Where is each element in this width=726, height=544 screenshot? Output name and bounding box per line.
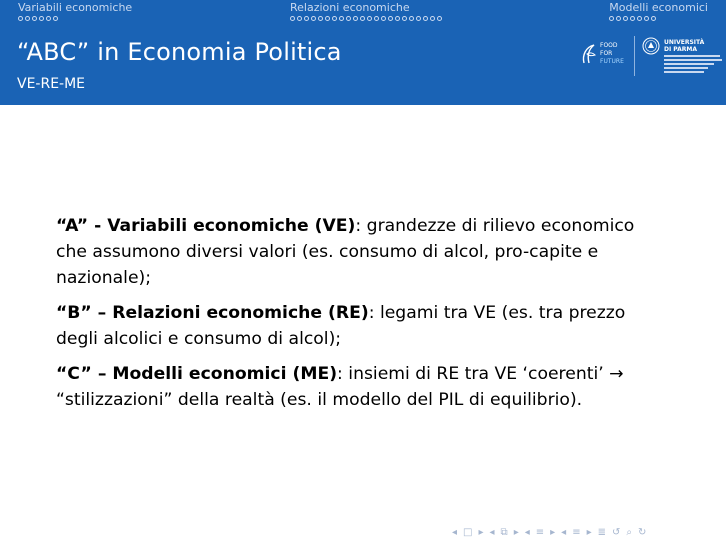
- frame-dot[interactable]: [644, 16, 649, 21]
- search-icon[interactable]: ⌕: [626, 527, 633, 538]
- nav-section-modelli[interactable]: [609, 1, 708, 21]
- frame-dot[interactable]: [32, 16, 37, 21]
- frame-icon[interactable]: □: [463, 527, 473, 538]
- section-icon[interactable]: ≡: [535, 527, 545, 538]
- frame-dot[interactable]: [388, 16, 393, 21]
- item-description: : insiemi di RE tra VE ‘coerenti’ → “stilizzazioni” della realtà (es. il modello del PIL di equilibrio).: [56, 364, 624, 410]
- frame-dot[interactable]: [609, 16, 614, 21]
- frame-dot[interactable]: [395, 16, 400, 21]
- page-title: “ABC” in Economia Politica: [17, 38, 342, 66]
- header-bar: [0, 0, 726, 105]
- university-logo: [642, 37, 722, 77]
- prev-slide-icon[interactable]: ◂: [561, 527, 567, 538]
- item-term: “C” – Modelli economici (ME): [56, 364, 338, 384]
- frame-dot[interactable]: [325, 16, 330, 21]
- frame-dot[interactable]: [318, 16, 323, 21]
- frame-dot[interactable]: [437, 16, 442, 21]
- list-item: [56, 300, 668, 352]
- beamer-navigation-symbols: [452, 527, 646, 539]
- frame-dot[interactable]: [416, 16, 421, 21]
- frame-dot[interactable]: [381, 16, 386, 21]
- frame-dot[interactable]: [409, 16, 414, 21]
- frame-dot[interactable]: [430, 16, 435, 21]
- food-logo-mark-icon: [580, 43, 598, 65]
- item-description: : legami tra VE (es. tra prezzo degli alcolici e consumo di alcol);: [56, 303, 626, 349]
- frame-dot[interactable]: [297, 16, 302, 21]
- logo-divider: [634, 36, 635, 76]
- food-logo-text: FOOD FOR FUTURE: [600, 42, 624, 65]
- align-icon[interactable]: ≣: [597, 527, 607, 538]
- nav-section-label[interactable]: Modelli economici: [609, 1, 708, 14]
- slide-content: [56, 213, 668, 422]
- item-term: “B” – Relazioni economiche (RE): [56, 303, 369, 323]
- nav-frame-dots: [609, 16, 708, 21]
- frame-dot[interactable]: [311, 16, 316, 21]
- food-for-future-logo: [580, 40, 630, 70]
- list-item: [56, 213, 668, 291]
- item-term: “A” - Variabili economiche (VE): [56, 216, 356, 236]
- prev-subsection-icon[interactable]: ◂: [489, 527, 495, 538]
- frame-dot[interactable]: [630, 16, 635, 21]
- nav-section-variabili[interactable]: [18, 1, 132, 21]
- subsection-icon[interactable]: ⧉: [500, 527, 508, 538]
- prev-frame-icon[interactable]: ◂: [452, 527, 458, 538]
- slide-icon[interactable]: ≡: [572, 527, 581, 538]
- university-department-text: [664, 55, 722, 75]
- frame-dot[interactable]: [367, 16, 372, 21]
- frame-dot[interactable]: [651, 16, 656, 21]
- frame-dot[interactable]: [46, 16, 51, 21]
- page-subtitle: VE-RE-ME: [17, 76, 86, 92]
- frame-dot[interactable]: [339, 16, 344, 21]
- frame-dot[interactable]: [346, 16, 351, 21]
- next-slide-icon[interactable]: ▸: [586, 527, 592, 538]
- frame-dot[interactable]: [290, 16, 295, 21]
- next-section-icon[interactable]: ▸: [550, 527, 556, 538]
- forward-icon[interactable]: ↻: [638, 527, 647, 538]
- section-navigation: [0, 0, 726, 28]
- list-item: [56, 361, 668, 413]
- frame-dot[interactable]: [25, 16, 30, 21]
- frame-dot[interactable]: [360, 16, 365, 21]
- university-name: UNIVERSITÀ DI PARMA: [664, 39, 705, 53]
- next-subsection-icon[interactable]: ▸: [513, 527, 519, 538]
- frame-dot[interactable]: [374, 16, 379, 21]
- next-frame-icon[interactable]: ▸: [478, 527, 484, 538]
- university-seal-icon: [642, 37, 660, 55]
- frame-dot[interactable]: [616, 16, 621, 21]
- frame-dot[interactable]: [53, 16, 58, 21]
- frame-dot[interactable]: [637, 16, 642, 21]
- frame-dot[interactable]: [402, 16, 407, 21]
- nav-frame-dots: [290, 16, 442, 21]
- nav-section-label[interactable]: Variabili economiche: [18, 1, 133, 14]
- frame-dot[interactable]: [423, 16, 428, 21]
- frame-dot[interactable]: [623, 16, 628, 21]
- frame-dot[interactable]: [332, 16, 337, 21]
- nav-frame-dots: [18, 16, 132, 21]
- nav-section-relazioni[interactable]: [290, 1, 442, 21]
- frame-dot[interactable]: [18, 16, 23, 21]
- frame-dot[interactable]: [304, 16, 309, 21]
- back-icon[interactable]: ↺: [612, 527, 621, 538]
- nav-section-label[interactable]: Relazioni economiche: [290, 1, 410, 14]
- frame-dot[interactable]: [353, 16, 358, 21]
- prev-section-icon[interactable]: ◂: [524, 527, 530, 538]
- item-description: : grandezze di rilievo economico che assumono diversi valori (es. consumo di alcol, pro-capite e nazionale);: [56, 216, 635, 288]
- frame-dot[interactable]: [39, 16, 44, 21]
